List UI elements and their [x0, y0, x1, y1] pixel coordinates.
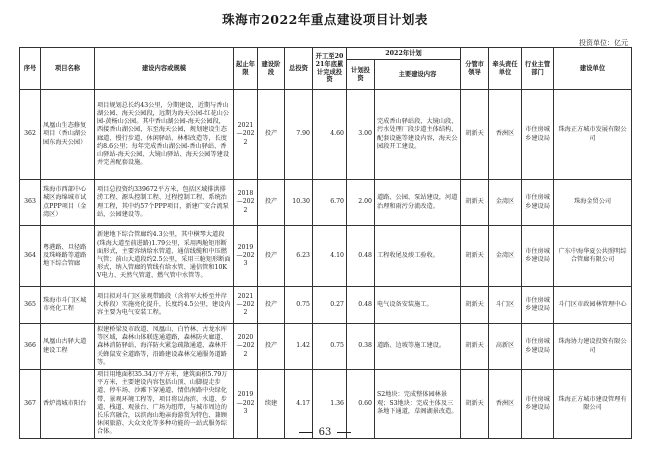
table-row — [20, 287, 632, 324]
cell-name: 珠海市斗门区城市亮化工程 — [41, 287, 95, 324]
cell-dept: 市住房城乡建设局 — [522, 287, 554, 324]
table-row — [20, 180, 632, 226]
cell-years: 2018—2022 — [234, 180, 258, 226]
cell-cum: 4.60 — [313, 90, 347, 180]
cell-total: 7.90 — [285, 90, 313, 180]
cell-stage: 投产 — [258, 180, 285, 226]
cell-district: 胡新天 — [461, 90, 489, 180]
cell-plan-inv: 0.48 — [347, 226, 375, 287]
cell-plan-content: 电气设备安装施工。 — [375, 287, 461, 324]
cell-stage: 投产 — [258, 90, 285, 180]
cell-name: 香炉湾城市阳台 — [41, 370, 95, 439]
cell-cum: 4.10 — [313, 226, 347, 287]
header-years: 起止年限 — [234, 48, 258, 90]
header-total: 总投资 — [285, 48, 313, 90]
cell-total: 10.30 — [285, 180, 313, 226]
cell-no: 363 — [20, 180, 41, 226]
cell-years: 2019—2023 — [234, 226, 258, 287]
header-seq: 序号 — [20, 48, 41, 90]
cell-years: 2020—2022 — [234, 324, 258, 370]
cell-plan-inv: 0.60 — [347, 370, 375, 439]
cell-lead: 斗门区 — [489, 287, 522, 324]
cell-district: 胡新天 — [461, 180, 489, 226]
page-title: 珠海市2022年重点建设项目计划表 — [222, 12, 428, 27]
cell-dept: 市住房城乡建设局 — [522, 370, 554, 439]
cell-builder: 广东中海华夏公共照明综合管廊有限公司 — [554, 226, 632, 287]
cell-plan-inv: 2.00 — [347, 180, 375, 226]
cell-years: 2021—2022 — [234, 90, 258, 180]
header-cum: 开工至2021年底累计完成投资 — [313, 48, 347, 90]
cell-plan-inv: 0.38 — [347, 324, 375, 370]
cell-stage: 投产 — [258, 226, 285, 287]
footer-dash-right — [337, 432, 351, 433]
header-district: 分管市领导 — [461, 48, 489, 90]
cell-total: 6.23 — [285, 226, 313, 287]
cell-dept: 市住房城乡建设局 — [522, 226, 554, 287]
cell-lead: 金湾区 — [489, 180, 522, 226]
cell-plan-content: 道路、边坡等施工建设。 — [375, 324, 461, 370]
cell-lead: 香洲区 — [489, 90, 522, 180]
page-footer — [0, 427, 650, 438]
cell-content: 项目总投资约339672平方米，包括区域排洪排涝工程、源头控制工程、过程控制工程、系统治理工程，其中约57个PPP项目，新建广安合流泵站，公园建设等。 — [95, 180, 234, 226]
cell-plan-content: 道路、公园、泵站建设，河道治理和雨污分流改造。 — [375, 180, 461, 226]
cell-no: 367 — [20, 370, 41, 439]
cell-cum: 6.70 — [313, 180, 347, 226]
header-name: 项目名称 — [41, 48, 95, 90]
header-plan-content: 主要建设内容 — [375, 60, 461, 90]
header-plan2022: 2022年计划 — [347, 48, 461, 60]
cell-years: 2021—2022 — [234, 287, 258, 324]
cell-no: 362 — [20, 90, 41, 180]
cell-plan-inv: 3.00 — [347, 90, 375, 180]
header-dept: 行业主管部门 — [522, 48, 554, 90]
cell-builder: 珠海协力建设投资有限公司 — [554, 324, 632, 370]
cell-total: 4.17 — [285, 370, 313, 439]
cell-builder: 斗门区市政园林管理中心 — [554, 287, 632, 324]
cell-name: 凤凰山古驿大道建设工程 — [41, 324, 95, 370]
cell-builder: 珠海正方城市建设管理有限公司 — [554, 370, 632, 439]
cell-total: 1.42 — [285, 324, 313, 370]
cell-name: 粤港路、旦径路及珠峰路等道路地下综合管廊 — [41, 226, 95, 287]
cell-plan-content: 完成香山驿站段、大镜山段、污水处理厂段步道主体结构、配套设施等建设内容，海天公园段开工建设。 — [375, 90, 461, 180]
cell-years: 2019—2023 — [234, 370, 258, 439]
table-header — [20, 48, 632, 90]
cell-district: 胡新天 — [461, 324, 489, 370]
cell-plan-inv: 0.48 — [347, 287, 375, 324]
page-number: 63 — [318, 427, 332, 438]
cell-name: 凤凰山生态修复项目（香山湖公园东海天公园） — [41, 90, 95, 180]
cell-district: 胡新天 — [461, 226, 489, 287]
cell-stage: 投产 — [258, 324, 285, 370]
cell-content: 新建地下综合管廊约4.3公里，其中横琴大道段(珠海大道至前进路)1.79公里，采用两舱矩形断面形式，主要容纳给水管道、通信线缆和中压燃气管；前山大道段约2.5公里，采用三舱矩形断面形式，纳入管廊的管线有给水管、通信管和10KV电力、天然气管道、燃气管中水管等。 — [95, 226, 234, 287]
header-stage: 建设阶段 — [258, 48, 285, 90]
header-builder: 建设单位 — [554, 48, 632, 90]
footer-dash-left — [299, 432, 313, 433]
cell-cum: 0.75 — [313, 324, 347, 370]
header-lead: 牵头责任单位 — [489, 48, 522, 90]
cell-no: 364 — [20, 226, 41, 287]
cell-dept: 市住房城乡建设局 — [522, 180, 554, 226]
cell-lead: 金湾区 — [489, 226, 522, 287]
cell-content: 拟建桥梁及市政道、凤凰山、白竹林、古龙水库等区域，森林山体联连通道路，森林防火廊道、森林消防驿站、海洋防火紧急疏散通道，森林开关蜂鼠安全道路等，沿路建设森林交通服务道路等。 — [95, 324, 234, 370]
header-plan-inv: 计划投资 — [347, 60, 375, 90]
table-row — [20, 324, 632, 370]
cell-no: 365 — [20, 287, 41, 324]
cell-builder: 珠海正方城市发展有限公司 — [554, 90, 632, 180]
cell-stage: 投产 — [258, 287, 285, 324]
cell-content: 项目拟对斗门区景观带路段（含将军大桥至井岸大桥段）实施亮化提升，长度约4.5公里，建设内容主要为电气安装工程。 — [95, 287, 234, 324]
cell-content: 项目用地面积35.34万平方米，建筑面积5.79万平方米，主要建设内容包括山顶、山脚提走步道、停车场、沙滩下穿通道、情侣南路中央绿化带、景观环境工程等，项目将以海滨、水道、步道、栈道、观景台、广场为纽带，与城市周边的长乐宫融合，以滨海山地亲海游赏为特色、兼顾休闲旅游、大众文化等多种功能的一站式服务综合体。 — [95, 370, 234, 439]
cell-dept: 市住房城乡建设局 — [522, 90, 554, 180]
cell-district: 胡新天 — [461, 370, 489, 439]
cell-district: 胡新天 — [461, 287, 489, 324]
cell-builder: 珠海金贸公司 — [554, 180, 632, 226]
cell-stage: 续建 — [258, 370, 285, 439]
cell-total: 0.75 — [285, 287, 313, 324]
cell-content: 项目规划总长约43公里，分期建设，近期与香山湖公园、海天公园段，远期为海天公园-红花山公园-黄杨山公园。其中香山湖公园-海天公园段，西接香山湖公园，东至海天公园，规划建设生态廊道、慢行步道、休闲驿站、林相改造等，长度约8.6公里；每年完成香山湖公园-香山驿站、香山驿站-海天公园、大镜山驿站、海天公园等建设并完善配套设施。 — [95, 90, 234, 180]
table-row — [20, 90, 632, 180]
project-table — [19, 47, 632, 439]
cell-dept: 市住房城乡建设局 — [522, 324, 554, 370]
cell-name: 珠海市西部中心城区海绵城市试点PPP项目（金湾区） — [41, 180, 95, 226]
cell-no: 366 — [20, 324, 41, 370]
cell-plan-content: S2地块：完成整体园林景观；S3地块：完成主体及三条地下通道，草阁湖景改造。 — [375, 370, 461, 439]
header-content: 建设内容或规模 — [95, 48, 234, 90]
table-row — [20, 226, 632, 287]
cell-lead: 高新区 — [489, 324, 522, 370]
cell-plan-content: 工程收尾及竣工验收。 — [375, 226, 461, 287]
cell-cum: 1.36 — [313, 370, 347, 439]
cell-lead: 香洲区 — [489, 370, 522, 439]
cell-cum: 0.27 — [313, 287, 347, 324]
unit-label: 投资单位：亿元 — [579, 39, 628, 47]
